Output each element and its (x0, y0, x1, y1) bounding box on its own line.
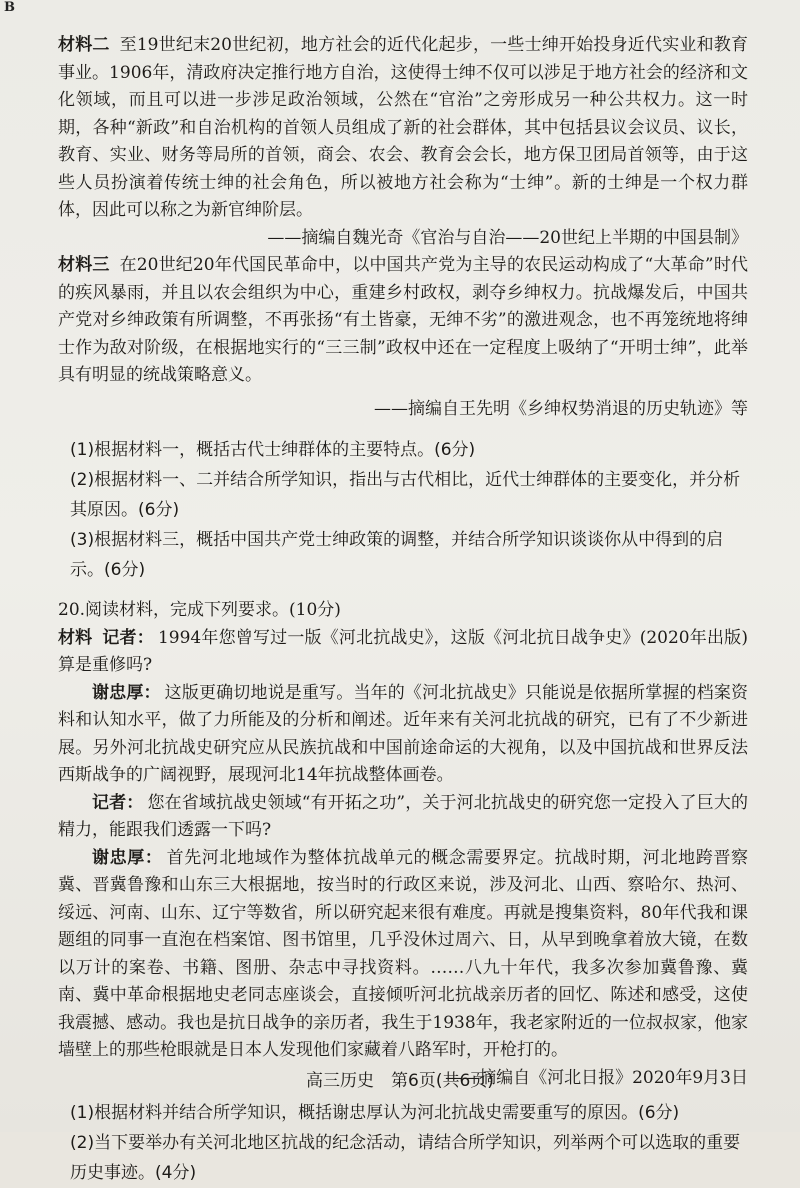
q20-dialog-3-speaker: 记者： (92, 792, 144, 813)
question-20-2: (2)当下要举办有关河北地区抗战的纪念活动，请结合所学知识，列举两个可以选取的重要历史事迹。(4分) (70, 1133, 741, 1183)
material-3-paragraph (58, 252, 748, 390)
material-3-source: ——摘编自王先明《乡绅权势消退的历史轨迹》等 (374, 398, 748, 419)
q20-dialog-3-text: 您在省域抗战史领域“有开拓之功”，关于河北抗战史的研究您一定投入了巨大的精力，能跟我们透露一下吗? (58, 792, 748, 840)
question-20-title (58, 597, 748, 625)
page-footer: 高三历史 第6页(共6页) (306, 1071, 494, 1091)
material-2-source: ——摘编自魏光奇《官治与自治——20世纪上半期的中国县制》 (267, 227, 748, 248)
corner-mark: B (4, 0, 15, 15)
page-content (58, 32, 748, 1188)
q20-dialog-1-speaker: 记者： (102, 627, 154, 648)
q20-material-label: 材料 (58, 627, 93, 648)
material-3-label: 材料三 (58, 255, 110, 275)
material-2-paragraph (58, 32, 748, 225)
question-19-2: (2)根据材料一、二并结合所学知识，指出与古代相比，近代士绅群体的主要变化，并分析其原因。(6分) (70, 470, 741, 520)
q20-dialog-4 (58, 845, 748, 1065)
q20-dialog-2 (58, 680, 748, 790)
material-2-text: 至19世纪末20世纪初，地方社会的近代化起步，一些士绅开始投身近代实业和教育事业。1906年，清政府决定推行地方自治，这使得士绅不仅可以涉足于地方社会的经济和文化领域，而且可以进一步涉足政治领域，公然在“官治”之旁形成另一种公共权力。这一时期，各种“新政”和自治机构的首领人员组成了新的社会群体，其中包括县议会议员、议长，教育、实业、财务等局所的首领，商会、农会、教育会会长，地方保卫团局首领等，由于这些人员扮演着传统士绅的社会角色，所以被地方社会称为“士绅”。新的士绅是一个权力群体，因此可以称之为新官绅阶层。 (58, 35, 749, 220)
q20-source: ——摘编自《河北日报》2020年9月3日 (445, 1067, 748, 1088)
material-2-label: 材料二 (58, 35, 110, 55)
q20-dialog-4-speaker: 谢忠厚： (92, 847, 163, 868)
q20-dialog-1 (58, 625, 748, 680)
q20-dialog-2-text: 这版更确切地说是重写。当年的《河北抗战史》只能说是依据所掌握的档案资料和认知水平，做了力所能及的分析和阐述。近年来有关河北抗战的研究，已有了不少新进展。另外河北抗战史研究应从民族抗战和中国前途命运的大视角，以及中国抗战和世界反法西斯战争的广阔视野，展现河北14年抗战整体画卷。 (58, 682, 749, 785)
question-20-1: (1)根据材料并结合所学知识，概括谢忠厚认为河北抗战史需要重写的原因。(6分) (70, 1103, 680, 1123)
q20-dialog-3 (58, 790, 748, 845)
question-19-1: (1)根据材料一，概括古代士绅群体的主要特点。(6分) (70, 440, 476, 460)
q20-dialog-4-text: 首先河北地域作为整体抗战单元的概念需要界定。抗战时期，河北地跨晋察冀、晋冀鲁豫和山东三大根据地，按当时的行政区来说，涉及河北、山西、察哈尔、热河、绥远、河南、山东、辽宁等数省，所以研究起来很有难度。再就是搜集资料，80年代我和课题组的同事一直泡在档案馆、图书馆里，几乎没休过周六、日，从早到晚拿着放大镜，在数以万计的案卷、书籍、图册、杂志中寻找资料。……八九十年代，我多次参加冀鲁豫、冀南、冀中革命根据地史老同志座谈会，直接倾听河北抗战亲历者的回忆、陈述和感受，这使我震撼、感动。我也是抗日战争的亲历者，我生于1938年，我老家附近的一位叔叔家，他家墙壁上的那些枪眼就是日本人发现他们家藏着八路军时，开枪打的。 (58, 847, 749, 1060)
question-19-3: (3)根据材料三，概括中国共产党士绅政策的调整，并结合所学知识谈谈你从中得到的启示。(6分) (70, 530, 724, 580)
q20-dialog-1-text: 1994年您曾写过一版《河北抗战史》，这版《河北抗日战争史》(2020年出版)算是重修吗? (58, 627, 749, 675)
question-20-title-text: 20.阅读材料，完成下列要求。(10分) (58, 600, 341, 620)
q20-dialog-2-speaker: 谢忠厚： (92, 682, 161, 703)
material-3-text: 在20世纪20年代国民革命中，以中国共产党为主导的农民运动构成了“大革命”时代的疾风暴雨，并且以农会组织为中心，重建乡村政权，剥夺乡绅权力。抗战爆发后，中国共产党对乡绅政策有所调整，不再张扬“有土皆豪，无绅不劣”的激进观念，也不再笼统地将绅士作为敌对阶级，在根据地实行的“三三制”政权中还在一定程度上吸纳了“开明士绅”，此举具有明显的统战策略意义。 (58, 255, 749, 385)
